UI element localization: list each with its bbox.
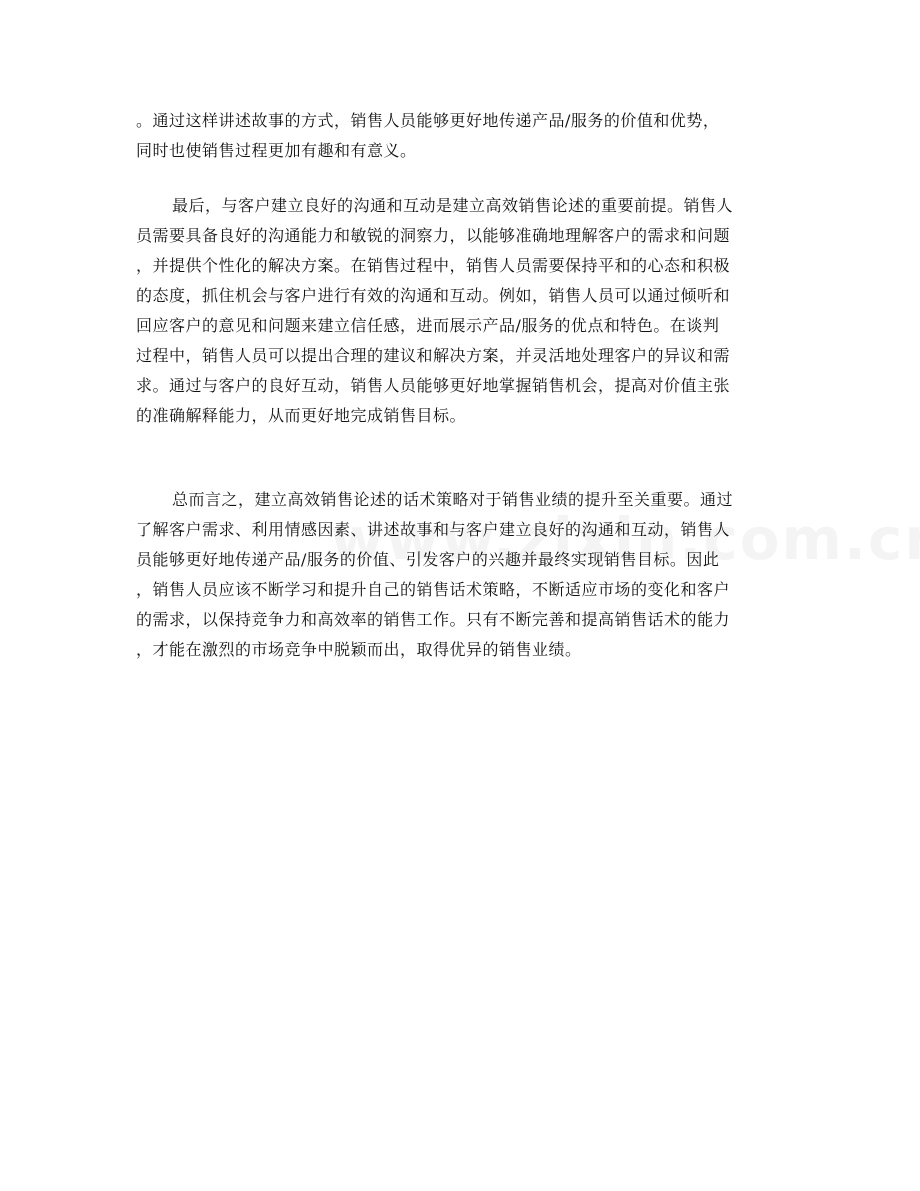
paragraph-line: 过程中，销售人员可以提出合理的建议和解决方案，并灵活地处理客户的异议和需 [136,346,731,365]
paragraph-line: ，销售人员应该不断学习和提升自己的销售话术策略，不断适应市场的变化和客户 [136,580,731,599]
paragraph-line: 总而言之，建立高效销售论述的话术策略对于销售业绩的提升至关重要。通过 [172,490,734,509]
paragraph-line: 的准确解释能力，从而更好地完成销售目标。 [136,406,467,425]
paragraph-line: 员能够更好地传递产品/服务的价值、引发客户的兴趣并最终实现销售目标。因此 [136,550,720,569]
paragraph-2 [136,191,784,431]
paragraph-line: 回应客户的意见和问题来建立信任感，进而展示产品/服务的优点和特色。在谈判 [136,316,720,335]
paragraph-line: 最后，与客户建立良好的沟通和互动是建立高效销售论述的重要前提。销售人 [172,196,734,215]
paragraph-line: 员需要具备良好的沟通能力和敏锐的洞察力，以能够准确地理解客户的需求和问题 [136,226,731,245]
paragraph-line: 了解客户需求、利用情感因素、讲述故事和与客户建立良好的沟通和互动，销售人 [136,520,731,539]
paragraph-3 [136,485,784,665]
paragraph-line: 的态度，抓住机会与客户进行有效的沟通和互动。例如，销售人员可以通过倾听和 [136,286,731,305]
paragraph-line: ，才能在激烈的市场竞争中脱颖而出，取得优异的销售业绩。 [136,640,582,659]
paragraph-line: 的需求，以保持竞争力和高效率的销售工作。只有不断完善和提高销售话术的能力 [136,610,731,629]
paragraph-line: 求。通过与客户的良好互动，销售人员能够更好地掌握销售机会，提高对价值主张 [136,376,731,395]
paragraph-line: 同时也使销售过程更加有趣和有意义。 [136,141,417,160]
paragraph-1 [136,106,784,166]
paragraph-line: 。通过这样讲述故事的方式，销售人员能够更好地传递产品/服务的价值和优势， [136,111,720,130]
paragraph-line: ，并提供个性化的解决方案。在销售过程中，销售人员需要保持平和的心态和积极 [136,256,731,275]
